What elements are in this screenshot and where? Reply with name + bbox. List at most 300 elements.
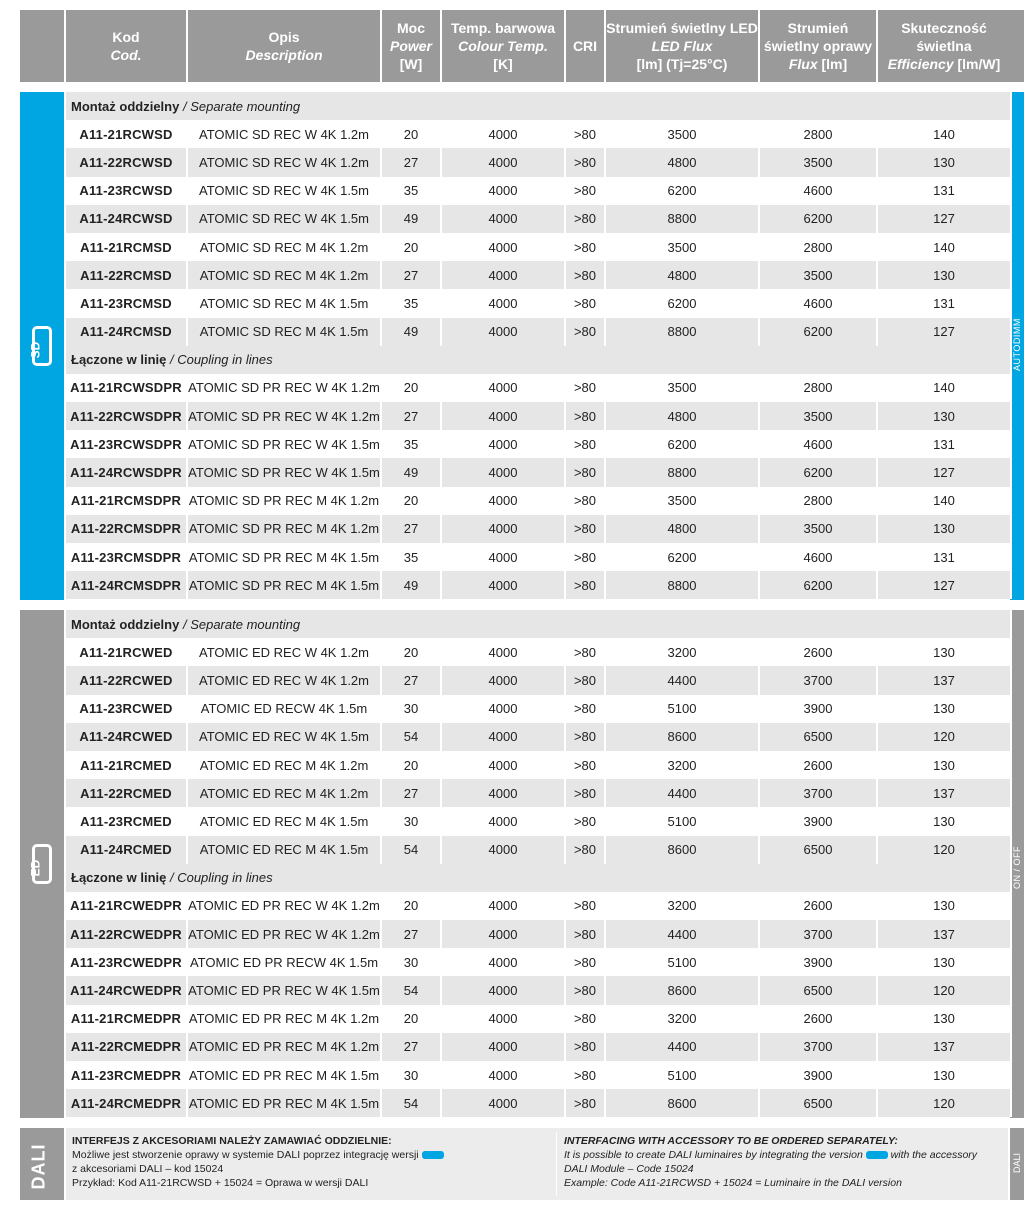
cell-cri: >80 bbox=[566, 779, 606, 807]
sd-table bbox=[66, 92, 1012, 599]
header-flux: Strumień świetlny oprawy Flux [lm] bbox=[760, 10, 878, 82]
cell-colour-temp: 4000 bbox=[442, 205, 566, 233]
cell-description: ATOMIC SD PR REC M 4K 1.5m bbox=[188, 571, 382, 599]
cell-description: ATOMIC SD REC M 4K 1.2m bbox=[188, 233, 382, 261]
cell-description: ATOMIC SD PR REC W 4K 1.2m bbox=[188, 402, 382, 430]
cell-colour-temp: 4000 bbox=[442, 723, 566, 751]
cell-colour-temp: 4000 bbox=[442, 892, 566, 920]
cell-colour-temp: 4000 bbox=[442, 543, 566, 571]
cell-efficiency: 140 bbox=[878, 233, 1012, 261]
cell-description: ATOMIC SD REC M 4K 1.5m bbox=[188, 318, 382, 346]
subheading bbox=[66, 92, 1012, 120]
cell-description: ATOMIC SD PR REC M 4K 1.5m bbox=[188, 543, 382, 571]
table-row bbox=[66, 976, 1012, 1004]
cell-led-flux: 8600 bbox=[606, 723, 760, 751]
cell-efficiency: 140 bbox=[878, 120, 1012, 148]
cell-led-flux: 6200 bbox=[606, 177, 760, 205]
cell-power: 35 bbox=[382, 543, 442, 571]
cell-description: ATOMIC ED REC W 4K 1.2m bbox=[188, 666, 382, 694]
cell-led-flux: 4800 bbox=[606, 261, 760, 289]
cell-colour-temp: 4000 bbox=[442, 1089, 566, 1117]
cell-flux: 4600 bbox=[760, 289, 878, 317]
cell-power: 54 bbox=[382, 976, 442, 1004]
cell-efficiency: 130 bbox=[878, 515, 1012, 543]
cell-led-flux: 4400 bbox=[606, 1033, 760, 1061]
cell-code: A11-23RCWSD bbox=[66, 177, 188, 205]
table-row bbox=[66, 1033, 1012, 1061]
cell-colour-temp: 4000 bbox=[442, 836, 566, 864]
cell-efficiency: 127 bbox=[878, 205, 1012, 233]
cell-cri: >80 bbox=[566, 120, 606, 148]
table-row bbox=[66, 402, 1012, 430]
cell-led-flux: 3500 bbox=[606, 233, 760, 261]
cell-led-flux: 4400 bbox=[606, 666, 760, 694]
cell-description: ATOMIC ED PR REC W 4K 1.2m bbox=[188, 892, 382, 920]
table-header bbox=[66, 10, 1012, 82]
cell-led-flux: 3200 bbox=[606, 751, 760, 779]
table-row bbox=[66, 543, 1012, 571]
cell-power: 30 bbox=[382, 807, 442, 835]
cell-led-flux: 8800 bbox=[606, 318, 760, 346]
cell-led-flux: 8600 bbox=[606, 976, 760, 1004]
cell-colour-temp: 4000 bbox=[442, 487, 566, 515]
dali-note-pl bbox=[72, 1134, 552, 1190]
cell-code: A11-23RCWED bbox=[66, 695, 188, 723]
table-row bbox=[66, 458, 1012, 486]
ed-side-label: ON / OFF bbox=[1012, 846, 1022, 889]
cell-efficiency: 127 bbox=[878, 571, 1012, 599]
cell-code: A11-24RCMSD bbox=[66, 318, 188, 346]
cell-flux: 3500 bbox=[760, 261, 878, 289]
cell-flux: 6200 bbox=[760, 318, 878, 346]
cell-flux: 3700 bbox=[760, 666, 878, 694]
cell-code: A11-22RCMED bbox=[66, 779, 188, 807]
cell-power: 20 bbox=[382, 638, 442, 666]
cell-efficiency: 131 bbox=[878, 430, 1012, 458]
cell-efficiency: 130 bbox=[878, 695, 1012, 723]
table-row bbox=[66, 779, 1012, 807]
sd-subheading-coupling bbox=[66, 346, 1012, 374]
cell-code: A11-21RCMED bbox=[66, 751, 188, 779]
cell-code: A11-24RCMED bbox=[66, 836, 188, 864]
cell-efficiency: 131 bbox=[878, 289, 1012, 317]
cell-code: A11-22RCWSD bbox=[66, 148, 188, 176]
table-row bbox=[66, 1005, 1012, 1033]
cell-efficiency: 131 bbox=[878, 177, 1012, 205]
cell-colour-temp: 4000 bbox=[442, 976, 566, 1004]
cell-code: A11-23RCMSD bbox=[66, 289, 188, 317]
subheading-en: / Separate mounting bbox=[182, 98, 301, 114]
cell-efficiency: 120 bbox=[878, 723, 1012, 751]
cell-description: ATOMIC ED REC M 4K 1.2m bbox=[188, 779, 382, 807]
ed-logo-icon: ED bbox=[32, 844, 52, 884]
cell-colour-temp: 4000 bbox=[442, 515, 566, 543]
cell-cri: >80 bbox=[566, 177, 606, 205]
cell-flux: 3900 bbox=[760, 948, 878, 976]
cell-efficiency: 127 bbox=[878, 458, 1012, 486]
cell-led-flux: 3500 bbox=[606, 120, 760, 148]
cell-flux: 2800 bbox=[760, 374, 878, 402]
cell-led-flux: 6200 bbox=[606, 430, 760, 458]
header-power: Moc Power [W] bbox=[382, 10, 442, 82]
cell-power: 54 bbox=[382, 1089, 442, 1117]
cell-power: 54 bbox=[382, 723, 442, 751]
cell-description: ATOMIC SD REC W 4K 1.2m bbox=[188, 148, 382, 176]
table-row bbox=[66, 261, 1012, 289]
cell-efficiency: 130 bbox=[878, 948, 1012, 976]
cell-cri: >80 bbox=[566, 458, 606, 486]
table-row bbox=[66, 920, 1012, 948]
table-row bbox=[66, 1061, 1012, 1089]
cell-flux: 2800 bbox=[760, 120, 878, 148]
dali-note-en bbox=[564, 1134, 1004, 1190]
cell-efficiency: 120 bbox=[878, 1089, 1012, 1117]
table-row bbox=[66, 666, 1012, 694]
cell-cri: >80 bbox=[566, 571, 606, 599]
cell-efficiency: 140 bbox=[878, 374, 1012, 402]
cell-description: ATOMIC ED PR REC M 4K 1.5m bbox=[188, 1089, 382, 1117]
cell-cri: >80 bbox=[566, 1033, 606, 1061]
table-row bbox=[66, 723, 1012, 751]
cell-power: 20 bbox=[382, 487, 442, 515]
cell-colour-temp: 4000 bbox=[442, 666, 566, 694]
cell-power: 49 bbox=[382, 571, 442, 599]
cell-code: A11-22RCMEDPR bbox=[66, 1033, 188, 1061]
cell-power: 27 bbox=[382, 515, 442, 543]
cell-description: ATOMIC SD PR REC M 4K 1.2m bbox=[188, 487, 382, 515]
cell-description: ATOMIC ED REC M 4K 1.2m bbox=[188, 751, 382, 779]
cell-description: ATOMIC ED PR REC M 4K 1.2m bbox=[188, 1033, 382, 1061]
cell-power: 20 bbox=[382, 374, 442, 402]
cell-power: 49 bbox=[382, 205, 442, 233]
header-cri: CRI bbox=[566, 10, 606, 82]
table-row bbox=[66, 233, 1012, 261]
cell-led-flux: 3200 bbox=[606, 638, 760, 666]
cell-cri: >80 bbox=[566, 638, 606, 666]
cell-flux: 6200 bbox=[760, 205, 878, 233]
cell-cri: >80 bbox=[566, 807, 606, 835]
header-description: Opis Description bbox=[188, 10, 382, 82]
dali-en-line1: It is possible to create DALI luminaires by integrating the version with the accessory bbox=[564, 1149, 978, 1161]
cell-cri: >80 bbox=[566, 948, 606, 976]
dali-pl-line3: Przykład: Kod A11-21RCWSD + 15024 = Oprawa w wersji DALI bbox=[72, 1177, 369, 1189]
dali-note bbox=[66, 1128, 1008, 1200]
cell-flux: 2800 bbox=[760, 233, 878, 261]
cell-power: 27 bbox=[382, 261, 442, 289]
cell-code: A11-21RCWSDPR bbox=[66, 374, 188, 402]
table-row bbox=[66, 430, 1012, 458]
cell-flux: 3900 bbox=[760, 1061, 878, 1089]
cell-description: ATOMIC ED REC M 4K 1.5m bbox=[188, 807, 382, 835]
dali-en-title: INTERFACING WITH ACCESSORY TO BE ORDERED SEPARATELY: bbox=[564, 1135, 898, 1147]
cell-flux: 6500 bbox=[760, 836, 878, 864]
cell-cri: >80 bbox=[566, 836, 606, 864]
dali-divider bbox=[556, 1132, 557, 1196]
cell-flux: 6200 bbox=[760, 571, 878, 599]
cell-cri: >80 bbox=[566, 233, 606, 261]
header-code: Kod Cod. bbox=[66, 10, 188, 82]
sd-logo-icon: SD bbox=[32, 326, 52, 366]
cell-power: 54 bbox=[382, 836, 442, 864]
cell-flux: 3900 bbox=[760, 807, 878, 835]
cell-led-flux: 3200 bbox=[606, 1005, 760, 1033]
cell-power: 27 bbox=[382, 920, 442, 948]
cell-efficiency: 130 bbox=[878, 1061, 1012, 1089]
cell-colour-temp: 4000 bbox=[442, 920, 566, 948]
cell-code: A11-24RCWEDPR bbox=[66, 976, 188, 1004]
cell-led-flux: 8600 bbox=[606, 1089, 760, 1117]
cell-code: A11-24RCWSD bbox=[66, 205, 188, 233]
cell-efficiency: 120 bbox=[878, 836, 1012, 864]
cell-colour-temp: 4000 bbox=[442, 695, 566, 723]
header-led-flux: Strumień świetlny LED LED Flux [lm] (Tj=25°C) bbox=[606, 10, 760, 82]
cell-colour-temp: 4000 bbox=[442, 289, 566, 317]
cell-power: 20 bbox=[382, 1005, 442, 1033]
cell-cri: >80 bbox=[566, 543, 606, 571]
cell-description: ATOMIC ED PR REC W 4K 1.2m bbox=[188, 920, 382, 948]
cell-cri: >80 bbox=[566, 976, 606, 1004]
cell-flux: 3500 bbox=[760, 148, 878, 176]
cell-led-flux: 8600 bbox=[606, 836, 760, 864]
cell-flux: 2800 bbox=[760, 487, 878, 515]
cell-flux: 3500 bbox=[760, 402, 878, 430]
cell-led-flux: 4800 bbox=[606, 402, 760, 430]
cell-flux: 6500 bbox=[760, 1089, 878, 1117]
cell-flux: 3700 bbox=[760, 1033, 878, 1061]
table-row bbox=[66, 487, 1012, 515]
cell-led-flux: 6200 bbox=[606, 543, 760, 571]
cell-cri: >80 bbox=[566, 430, 606, 458]
cell-code: A11-21RCMSD bbox=[66, 233, 188, 261]
sd-side-label bbox=[1012, 347, 1022, 371]
cell-description: ATOMIC SD PR REC W 4K 1.5m bbox=[188, 430, 382, 458]
cell-description: ATOMIC SD REC W 4K 1.5m bbox=[188, 205, 382, 233]
table-row bbox=[66, 120, 1012, 148]
cell-flux: 6500 bbox=[760, 976, 878, 1004]
cell-efficiency: 130 bbox=[878, 638, 1012, 666]
table-row bbox=[66, 807, 1012, 835]
cell-code: A11-23RCMEDPR bbox=[66, 1061, 188, 1089]
cell-flux: 2600 bbox=[760, 638, 878, 666]
table-row bbox=[66, 318, 1012, 346]
cell-colour-temp: 4000 bbox=[442, 430, 566, 458]
dali-en-line2: DALI Module – Code 15024 bbox=[564, 1163, 694, 1175]
cell-power: 49 bbox=[382, 458, 442, 486]
cell-cri: >80 bbox=[566, 1005, 606, 1033]
header-colour-temp: Temp. barwowa Colour Temp. [K] bbox=[442, 10, 566, 82]
table-row bbox=[66, 571, 1012, 599]
cell-cri: >80 bbox=[566, 205, 606, 233]
table-row bbox=[66, 374, 1012, 402]
cell-description: ATOMIC ED RECW 4K 1.5m bbox=[188, 695, 382, 723]
ed-subheading-separate bbox=[66, 610, 1012, 638]
table-row bbox=[66, 205, 1012, 233]
header-corner-tab bbox=[20, 10, 64, 82]
table-row bbox=[66, 695, 1012, 723]
cell-efficiency: 131 bbox=[878, 543, 1012, 571]
cell-cri: >80 bbox=[566, 261, 606, 289]
cell-code: A11-24RCMSDPR bbox=[66, 571, 188, 599]
subheading-en: / Coupling in lines bbox=[169, 870, 273, 886]
cell-cri: >80 bbox=[566, 751, 606, 779]
cell-led-flux: 6200 bbox=[606, 289, 760, 317]
cell-code: A11-22RCMSDPR bbox=[66, 515, 188, 543]
cell-description: ATOMIC ED PR REC W 4K 1.5m bbox=[188, 976, 382, 1004]
cell-flux: 4600 bbox=[760, 177, 878, 205]
cell-power: 35 bbox=[382, 177, 442, 205]
cell-led-flux: 4800 bbox=[606, 148, 760, 176]
cell-power: 30 bbox=[382, 695, 442, 723]
cell-code: A11-24RCWED bbox=[66, 723, 188, 751]
cell-power: 27 bbox=[382, 402, 442, 430]
cell-colour-temp: 4000 bbox=[442, 120, 566, 148]
cell-power: 35 bbox=[382, 430, 442, 458]
subheading-pl: Łączone w linię bbox=[71, 352, 167, 368]
cell-efficiency: 137 bbox=[878, 779, 1012, 807]
cell-code: A11-22RCWSDPR bbox=[66, 402, 188, 430]
cell-cri: >80 bbox=[566, 723, 606, 751]
cell-description: ATOMIC SD REC W 4K 1.2m bbox=[188, 120, 382, 148]
cell-colour-temp: 4000 bbox=[442, 318, 566, 346]
ed-badge-icon bbox=[866, 1151, 888, 1159]
cell-cri: >80 bbox=[566, 515, 606, 543]
cell-power: 27 bbox=[382, 148, 442, 176]
cell-flux: 6200 bbox=[760, 458, 878, 486]
cell-efficiency: 130 bbox=[878, 1005, 1012, 1033]
cell-cri: >80 bbox=[566, 1089, 606, 1117]
cell-led-flux: 5100 bbox=[606, 1061, 760, 1089]
cell-cri: >80 bbox=[566, 920, 606, 948]
cell-led-flux: 5100 bbox=[606, 695, 760, 723]
header-efficiency: Skuteczność świetlna Efficiency [lm/W] bbox=[878, 10, 1012, 82]
table-row bbox=[66, 148, 1012, 176]
cell-efficiency: 130 bbox=[878, 261, 1012, 289]
subheading bbox=[66, 864, 1012, 892]
ed-section-tab bbox=[20, 610, 64, 1118]
table-row bbox=[66, 1089, 1012, 1117]
cell-description: ATOMIC ED REC W 4K 1.5m bbox=[188, 723, 382, 751]
cell-led-flux: 8800 bbox=[606, 205, 760, 233]
header-right-strip bbox=[1010, 10, 1024, 82]
cell-colour-temp: 4000 bbox=[442, 374, 566, 402]
cell-code: A11-23RCMSDPR bbox=[66, 543, 188, 571]
cell-colour-temp: 4000 bbox=[442, 807, 566, 835]
cell-efficiency: 130 bbox=[878, 807, 1012, 835]
cell-flux: 3700 bbox=[760, 779, 878, 807]
cell-led-flux: 3500 bbox=[606, 487, 760, 515]
table-row bbox=[66, 177, 1012, 205]
cell-code: A11-24RCWSDPR bbox=[66, 458, 188, 486]
cell-cri: >80 bbox=[566, 695, 606, 723]
cell-colour-temp: 4000 bbox=[442, 779, 566, 807]
subheading-pl: Montaż oddzielny bbox=[71, 98, 180, 114]
cell-colour-temp: 4000 bbox=[442, 638, 566, 666]
cell-led-flux: 4400 bbox=[606, 779, 760, 807]
cell-cri: >80 bbox=[566, 402, 606, 430]
subheading-en: / Coupling in lines bbox=[169, 352, 273, 368]
cell-power: 20 bbox=[382, 120, 442, 148]
cell-colour-temp: 4000 bbox=[442, 571, 566, 599]
cell-efficiency: 137 bbox=[878, 920, 1012, 948]
ed-table bbox=[66, 610, 1012, 1117]
cell-flux: 3900 bbox=[760, 695, 878, 723]
cell-colour-temp: 4000 bbox=[442, 402, 566, 430]
dali-pl-line2: z akcesoriami DALI – kod 15024 bbox=[72, 1163, 224, 1175]
cell-cri: >80 bbox=[566, 1061, 606, 1089]
table-row bbox=[66, 836, 1012, 864]
cell-power: 35 bbox=[382, 289, 442, 317]
cell-description: ATOMIC ED PR REC M 4K 1.2m bbox=[188, 1005, 382, 1033]
cell-cri: >80 bbox=[566, 374, 606, 402]
cell-power: 30 bbox=[382, 948, 442, 976]
cell-efficiency: 137 bbox=[878, 666, 1012, 694]
dali-en-line3: Example: Code A11-21RCWSD + 15024 = Luminaire in the DALI version bbox=[564, 1177, 902, 1189]
cell-colour-temp: 4000 bbox=[442, 1061, 566, 1089]
dali-right-strip: DALI bbox=[1010, 1128, 1024, 1200]
cell-cri: >80 bbox=[566, 318, 606, 346]
table-row bbox=[66, 289, 1012, 317]
cell-flux: 2600 bbox=[760, 751, 878, 779]
cell-efficiency: 137 bbox=[878, 1033, 1012, 1061]
sd-subheading-separate bbox=[66, 92, 1012, 120]
cell-cri: >80 bbox=[566, 289, 606, 317]
cell-efficiency: 120 bbox=[878, 976, 1012, 1004]
cell-colour-temp: 4000 bbox=[442, 751, 566, 779]
subheading bbox=[66, 346, 1012, 374]
cell-power: 49 bbox=[382, 318, 442, 346]
cell-description: ATOMIC ED PR REC M 4K 1.5m bbox=[188, 1061, 382, 1089]
cell-efficiency: 130 bbox=[878, 751, 1012, 779]
cell-description: ATOMIC SD PR REC M 4K 1.2m bbox=[188, 515, 382, 543]
cell-colour-temp: 4000 bbox=[442, 233, 566, 261]
cell-flux: 3700 bbox=[760, 920, 878, 948]
sd-section-tab bbox=[20, 92, 64, 600]
cell-colour-temp: 4000 bbox=[442, 1005, 566, 1033]
cell-code: A11-22RCWEDPR bbox=[66, 920, 188, 948]
cell-power: 27 bbox=[382, 1033, 442, 1061]
cell-description: ATOMIC ED PR RECW 4K 1.5m bbox=[188, 948, 382, 976]
cell-description: ATOMIC ED REC W 4K 1.2m bbox=[188, 638, 382, 666]
cell-efficiency: 130 bbox=[878, 402, 1012, 430]
cell-description: ATOMIC SD PR REC W 4K 1.5m bbox=[188, 458, 382, 486]
ed-subheading-coupling bbox=[66, 864, 1012, 892]
cell-flux: 6500 bbox=[760, 723, 878, 751]
cell-led-flux: 5100 bbox=[606, 807, 760, 835]
cell-code: A11-23RCMED bbox=[66, 807, 188, 835]
cell-flux: 4600 bbox=[760, 430, 878, 458]
subheading-pl: Łączone w linię bbox=[71, 870, 167, 886]
cell-led-flux: 3200 bbox=[606, 892, 760, 920]
cell-code: A11-24RCMEDPR bbox=[66, 1089, 188, 1117]
cell-description: ATOMIC SD PR REC W 4K 1.2m bbox=[188, 374, 382, 402]
cell-description: ATOMIC ED REC M 4K 1.5m bbox=[188, 836, 382, 864]
cell-code: A11-21RCMEDPR bbox=[66, 1005, 188, 1033]
cell-flux: 4600 bbox=[760, 543, 878, 571]
ed-badge-icon bbox=[422, 1151, 444, 1159]
dali-pl-line1: Możliwe jest stworzenie oprawy w systemie DALI poprzez integrację wersji bbox=[72, 1148, 552, 1162]
cell-description: ATOMIC SD REC M 4K 1.5m bbox=[188, 289, 382, 317]
cell-colour-temp: 4000 bbox=[442, 458, 566, 486]
cell-power: 30 bbox=[382, 1061, 442, 1089]
cell-flux: 2600 bbox=[760, 1005, 878, 1033]
cell-efficiency: 130 bbox=[878, 148, 1012, 176]
cell-code: A11-21RCMSDPR bbox=[66, 487, 188, 515]
cell-power: 27 bbox=[382, 779, 442, 807]
cell-led-flux: 8800 bbox=[606, 458, 760, 486]
dali-pl-title: INTERFEJS Z AKCESORIAMI NALEŻY ZAMAWIAĆ ODDZIELNIE: bbox=[72, 1135, 392, 1147]
cell-led-flux: 4800 bbox=[606, 515, 760, 543]
cell-code: A11-22RCMSD bbox=[66, 261, 188, 289]
